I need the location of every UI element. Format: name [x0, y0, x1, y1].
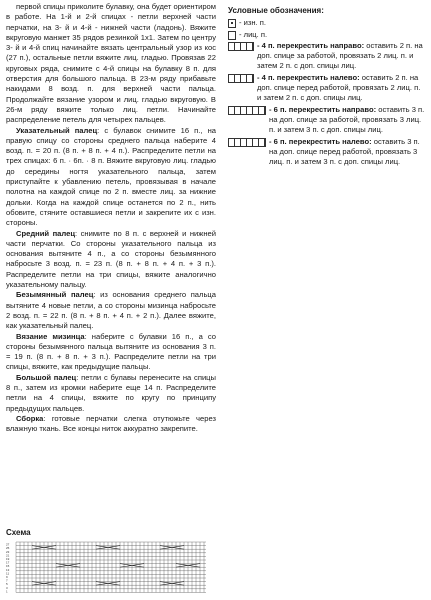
paragraph-ring-finger: [6, 290, 216, 331]
legend-bold: - 6 п. перекрестить направо:: [269, 104, 379, 114]
paragraph-index-finger: [6, 126, 216, 229]
legend-item-knit: [228, 30, 426, 40]
text-thumb: : петли с булавы перенесите на спицы 8 п., затем из кромки наберите еще 14 п. Распределите петли на 4 спицы, вяжите по кругу по принципу предыдущих пальцев.: [6, 372, 216, 413]
text-ring-finger: : из основания среднего пальца вытяните 4 новые петли, а со стороны мизинца набросьте 2 возд. п. = 22 п. (8 п. + 8 п. + 4 п. + 2 п.). Далее вяжите, как указательный палец.: [6, 290, 216, 331]
row-label: 15: [6, 564, 10, 569]
text-little-finger: : наберите с булавки 16 п., а со стороны безымянного пальца вытяните из основания 3 п. = 19 п. (8 п. + 8 п. + 3 п.). Распределите петли на три спицы, вяжите, как предыдущие пальцы.: [6, 331, 216, 372]
paragraph-thumb: [6, 373, 216, 414]
legend-item-cable-4-left: [228, 73, 426, 104]
cable-6-left-icon: [228, 138, 266, 147]
row-label: 5: [6, 582, 8, 587]
row-label: 13: [6, 567, 10, 572]
legend-bold: - 4 п. перекрестить направо:: [257, 40, 367, 50]
dot-cell-icon: [228, 19, 236, 28]
legend-bold: - 4 п. перекрестить налево:: [257, 72, 362, 82]
legend-title: Условные обозначения:: [228, 6, 324, 15]
legend: [228, 6, 426, 168]
heading-thumb: Большой палец: [16, 372, 77, 382]
knitting-chart: [6, 540, 206, 596]
paragraph-little-finger: [6, 332, 216, 373]
empty-cell-icon: [228, 31, 236, 40]
row-label: 21: [6, 553, 10, 558]
paragraph-assembly: [6, 414, 216, 435]
row-label: 7: [6, 578, 8, 583]
legend-item-purl: [228, 18, 426, 28]
legend-text: оставить 3 п. на доп. спице за работой, провязать 3 лиц. п. и затем 3 п. с доп. спицы лиц.: [269, 104, 425, 135]
legend-item-cable-4-right: [228, 41, 426, 72]
row-label: 9: [6, 575, 8, 579]
row-label: 11: [6, 571, 10, 576]
legend-bold: - 6 п. перекрестить налево:: [269, 136, 374, 146]
row-label: 19: [6, 557, 10, 561]
cable-6-right-icon: [228, 106, 266, 115]
paragraph-middle-finger: [6, 229, 216, 291]
heading-index-finger: Указательный палец: [16, 125, 98, 135]
text-middle-finger: : снимите по 8 п. с верхней и нижней части перчатки. Со стороны указательного пальца из основания вытяните 4 п., а со стороны безымянного набросьте 3 возд. п. = 23 п. (8 п. + 8 п. + 4 п. + 3 п.). Распределите петли на три спицы, вяжите аналогично указательному пальцу.: [6, 228, 217, 290]
text-assembly: : готовые перчатки слегка отутюжьте через влажную ткань. Все концы ниток аккуратно закрепите.: [6, 413, 216, 434]
row-label: 27: [6, 542, 10, 547]
paragraph-intro: первой спицы приколите булавку, она будет ориентиром в работе. На 1-й и 2-й спицах - петли верхней части перчатки, на 3- й и 4-й - нижней части (ладонь). Вяжите вкруговую манжет 35 рядов резинкой 1х1. Затем по центру 3- й и 4-й спиц начинайте вязать центральный узор из кос (27 п.), остальные петли вяжите лиц. гладью. Провязав 22 круговых ряда, снимите с 4-й спицы на булавку 8 п. для отверстия для большого пальца. В 23-м ряду прибавьте накидами 8 возд. п. для верхней части пальца. Продолжайте вязание узором и лиц. гладью вкруговую. В 26-м ряду вяжите только лиц. петли. Начинайте распределение петель для четырех пальцев.: [6, 2, 216, 125]
row-label: 3: [6, 585, 8, 590]
heading-middle-finger: Средний палец: [16, 228, 75, 238]
row-label: 23: [6, 549, 10, 554]
heading-ring-finger: Безымянный палец: [16, 290, 94, 300]
heading-assembly: Сборка: [16, 413, 44, 423]
legend-text: - лиц. п.: [239, 29, 268, 39]
legend-text: оставить 2 п. на доп. спице за работой, провязать 2 лиц. п. и затем 2 п. с доп. спицы лиц.: [257, 40, 423, 71]
instructions-column: [6, 2, 216, 434]
row-label: 25: [6, 546, 10, 551]
row-label: 17: [6, 560, 10, 565]
legend-text: оставить 2 п. на доп. спице перед работой, провязать 2 лиц. п. и затем 2 п. с доп. спицы лиц.: [257, 72, 421, 103]
cable-4-left-icon: [228, 74, 254, 83]
heading-little-finger: Вязание мизинца: [16, 331, 85, 341]
cable-4-right-icon: [228, 42, 254, 51]
text-index-finger: : с булавок снимите 16 п., на правую спицу со стороны среднего пальца наберите 4 возд. п. = 20 п. (8 п. + 8 п. + 4 п.). Распределите петли на трех спицах: 6 п. · 6п. · 8 п. Вяжите вкруговую лиц. гладью до середины ногтя указательного пальца, затем приступайте к убавлению петель, провязывая в начале полотна на каждой спице по 2 п. вместе лиц. за нижние дольки. Когда на каждой спице останется по 2 п., нить обовите, стяните оставшиеся петли и закрепите их с изн. стороны.: [6, 125, 216, 228]
legend-item-cable-6-left: [228, 137, 426, 168]
legend-text: оставить 3 п. на доп. спице перед работой, провязать 3 лиц. п. и затем 3 п. с доп. спицы лиц.: [269, 136, 420, 167]
schema-title: Схема: [6, 528, 31, 537]
legend-text: - изн. п.: [239, 18, 266, 28]
legend-item-cable-6-right: [228, 105, 426, 136]
row-label: 1: [6, 589, 8, 594]
